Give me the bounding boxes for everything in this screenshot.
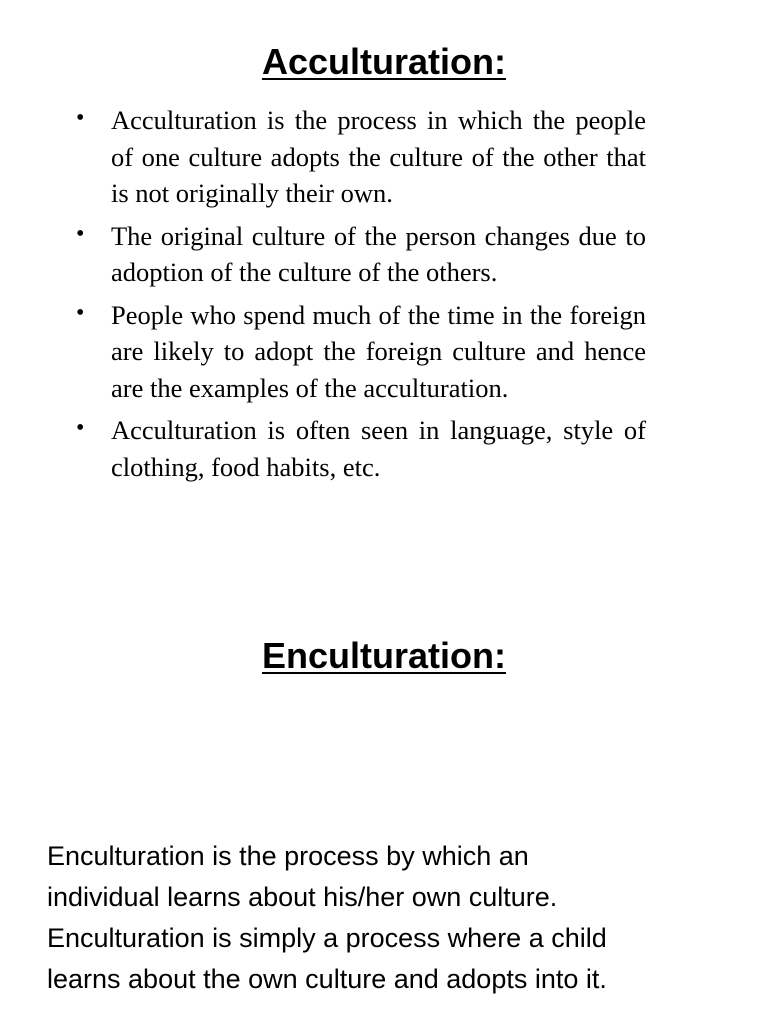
bullet-icon: • (76, 299, 85, 326)
bullet-icon: • (76, 415, 85, 441)
bullet-icon: • (76, 220, 85, 247)
paragraph-line: Enculturation is simply a process where a child (47, 923, 607, 953)
bullet-text: Acculturation is the process in which the people of one culture adopts the culture of the other that is not originally their own. (111, 105, 646, 208)
paragraph-line: individual learns about his/her own culture. (47, 882, 558, 912)
list-item (74, 297, 646, 407)
list-item (74, 412, 646, 485)
bullet-text: The original culture of the person changes due to adoption of the culture of the others. (111, 220, 646, 287)
acculturation-bullet-list (74, 102, 646, 491)
bullet-text: People who spend much of the time in the foreign are likely to adopt the foreign culture and hence are the examples of the acculturation. (111, 299, 646, 403)
paragraph-line: learns about the own culture and adopts into it. (47, 964, 607, 994)
list-item (74, 218, 646, 291)
enculturation-heading: Enculturation: (262, 635, 506, 676)
bullet-text: Acculturation is often seen in language, style of clothing, food habits, etc. (111, 415, 646, 482)
paragraph-line: Enculturation is the process by which an (47, 841, 529, 871)
list-item (74, 102, 646, 212)
enculturation-paragraph (47, 836, 747, 1000)
acculturation-heading: Acculturation: (261, 41, 506, 82)
bullet-icon: • (76, 105, 85, 131)
